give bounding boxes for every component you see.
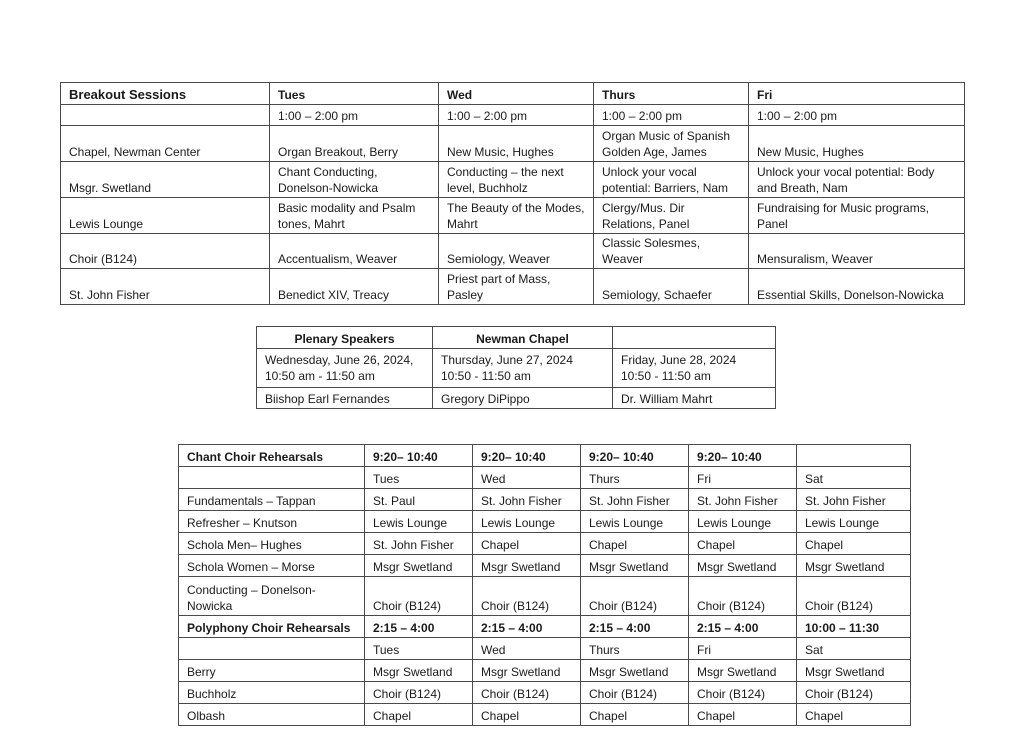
polyphony-time: 10:00 – 11:30 [797, 616, 911, 638]
plenary-header-row [257, 327, 776, 349]
polyphony-location: Msgr Swetland [473, 660, 581, 682]
chant-location: Lewis Lounge [473, 511, 581, 533]
polyphony-group: Buchholz [179, 682, 365, 704]
plenary-date: Thursday, June 27, 2024 [441, 353, 573, 367]
breakout-room: St. John Fisher [61, 269, 270, 305]
polyphony-location: Chapel [689, 704, 797, 726]
polyphony-group: Olbash [179, 704, 365, 726]
plenary-speaker: Biishop Earl Fernandes [257, 388, 433, 409]
chant-location: St. John Fisher [473, 489, 581, 511]
chant-location: Lewis Lounge [581, 511, 689, 533]
polyphony-day: Fri [689, 638, 797, 660]
breakout-session: Essential Skills, Donelson-Nowicka [749, 269, 965, 305]
plenary-speaker: Gregory DiPippo [433, 388, 613, 409]
chant-group: Fundamentals – Tappan [179, 489, 365, 511]
polyphony-row [179, 704, 911, 726]
polyphony-location: Chapel [365, 704, 473, 726]
breakout-day-wed: Wed [439, 83, 594, 105]
breakout-time-cell [61, 105, 270, 126]
breakout-session: Chant Conducting, Donelson-Nowicka [270, 162, 439, 198]
chant-day [179, 467, 365, 489]
chant-location: Choir (B124) [797, 577, 911, 616]
plenary-date-cell [257, 349, 433, 388]
plenary-venue: Newman Chapel [433, 327, 613, 349]
polyphony-day: Thurs [581, 638, 689, 660]
polyphony-location: Chapel [797, 704, 911, 726]
chant-location: Choir (B124) [689, 577, 797, 616]
chant-location: Chapel [581, 533, 689, 555]
polyphony-time: 2:15 – 4:00 [581, 616, 689, 638]
breakout-room: Lewis Lounge [61, 198, 270, 234]
plenary-time: 10:50 am - 11:50 am [265, 369, 375, 383]
chant-location: St. John Fisher [689, 489, 797, 511]
breakout-room: Msgr. Swetland [61, 162, 270, 198]
chant-time: 9:20– 10:40 [365, 445, 473, 467]
polyphony-day: Sat [797, 638, 911, 660]
breakout-session: New Music, Hughes [749, 126, 965, 162]
chant-day: Sat [797, 467, 911, 489]
breakout-time-cell: 1:00 – 2:00 pm [749, 105, 965, 126]
breakout-session: Conducting – the next level, Buchholz [439, 162, 594, 198]
chant-location: Msgr Swetland [365, 555, 473, 577]
chant-time: 9:20– 10:40 [581, 445, 689, 467]
polyphony-header-row [179, 616, 911, 638]
chant-group: Refresher – Knutson [179, 511, 365, 533]
polyphony-location: Msgr Swetland [689, 660, 797, 682]
chant-location: Msgr Swetland [581, 555, 689, 577]
breakout-session: Mensuralism, Weaver [749, 234, 965, 269]
breakout-time-cell: 1:00 – 2:00 pm [270, 105, 439, 126]
polyphony-location: Choir (B124) [689, 682, 797, 704]
chant-day: Wed [473, 467, 581, 489]
polyphony-day [179, 638, 365, 660]
breakout-row [61, 234, 965, 269]
chant-row [179, 489, 911, 511]
plenary-speakers-table [256, 326, 776, 409]
breakout-row [61, 198, 965, 234]
polyphony-days-row [179, 638, 911, 660]
chant-location: St. John Fisher [581, 489, 689, 511]
plenary-speaker: Dr. William Mahrt [613, 388, 776, 409]
polyphony-time: 2:15 – 4:00 [689, 616, 797, 638]
breakout-session: Semiology, Weaver [439, 234, 594, 269]
breakout-session: Priest part of Mass, Pasley [439, 269, 594, 305]
breakout-row [61, 162, 965, 198]
chant-location: Lewis Lounge [797, 511, 911, 533]
chant-time: 9:20– 10:40 [473, 445, 581, 467]
breakout-session: Benedict XIV, Treacy [270, 269, 439, 305]
breakout-header-row [61, 83, 965, 105]
chant-location: Lewis Lounge [689, 511, 797, 533]
breakout-session: Semiology, Schaefer [594, 269, 749, 305]
polyphony-location: Chapel [581, 704, 689, 726]
polyphony-day: Wed [473, 638, 581, 660]
plenary-time: 10:50 - 11:50 am [621, 369, 711, 383]
breakout-time-row [61, 105, 965, 126]
chant-row [179, 577, 911, 616]
chant-location: Chapel [797, 533, 911, 555]
chant-location: St. Paul [365, 489, 473, 511]
polyphony-title: Polyphony Choir Rehearsals [179, 616, 365, 638]
polyphony-location: Choir (B124) [365, 682, 473, 704]
chant-group: Schola Men– Hughes [179, 533, 365, 555]
breakout-day-thurs: Thurs [594, 83, 749, 105]
breakout-session: New Music, Hughes [439, 126, 594, 162]
breakout-room: Choir (B124) [61, 234, 270, 269]
breakout-room: Chapel, Newman Center [61, 126, 270, 162]
breakout-session: Organ Breakout, Berry [270, 126, 439, 162]
chant-header-row [179, 445, 911, 467]
chant-location: Choir (B124) [581, 577, 689, 616]
breakout-row [61, 269, 965, 305]
polyphony-row [179, 682, 911, 704]
plenary-date: Wednesday, June 26, 2024, [265, 353, 414, 367]
breakout-session: Basic modality and Psalm tones, Mahrt [270, 198, 439, 234]
chant-location: Choir (B124) [473, 577, 581, 616]
plenary-date-cell [433, 349, 613, 388]
chant-location: Msgr Swetland [797, 555, 911, 577]
chant-row [179, 533, 911, 555]
chant-location: Msgr Swetland [689, 555, 797, 577]
breakout-sessions-table [60, 82, 965, 305]
breakout-title: Breakout Sessions [61, 83, 270, 105]
plenary-time: 10:50 - 11:50 am [441, 369, 531, 383]
polyphony-day: Tues [365, 638, 473, 660]
chant-days-row [179, 467, 911, 489]
chant-day: Fri [689, 467, 797, 489]
chant-location: St. John Fisher [797, 489, 911, 511]
plenary-date-row [257, 349, 776, 388]
chant-location: Lewis Lounge [365, 511, 473, 533]
chant-title: Chant Choir Rehearsals [179, 445, 365, 467]
plenary-date: Friday, June 28, 2024 [621, 353, 737, 367]
rehearsals-table [178, 444, 911, 726]
breakout-session: Clergy/Mus. Dir Relations, Panel [594, 198, 749, 234]
chant-row [179, 555, 911, 577]
breakout-session: Organ Music of Spanish Golden Age, James [594, 126, 749, 162]
breakout-session: Accentualism, Weaver [270, 234, 439, 269]
chant-group: Conducting – Donelson-Nowicka [179, 577, 365, 616]
breakout-session: Classic Solesmes, Weaver [594, 234, 749, 269]
polyphony-location: Msgr Swetland [365, 660, 473, 682]
polyphony-location: Chapel [473, 704, 581, 726]
plenary-title: Plenary Speakers [257, 327, 433, 349]
polyphony-group: Berry [179, 660, 365, 682]
polyphony-location: Choir (B124) [473, 682, 581, 704]
polyphony-location: Msgr Swetland [797, 660, 911, 682]
chant-location: Chapel [689, 533, 797, 555]
plenary-date-cell [613, 349, 776, 388]
chant-location: Msgr Swetland [473, 555, 581, 577]
breakout-session: Fundraising for Music programs, Panel [749, 198, 965, 234]
chant-row [179, 511, 911, 533]
breakout-time-cell: 1:00 – 2:00 pm [594, 105, 749, 126]
breakout-session: Unlock your vocal potential: Barriers, Nam [594, 162, 749, 198]
chant-time: 9:20– 10:40 [689, 445, 797, 467]
chant-location: Chapel [473, 533, 581, 555]
chant-day: Thurs [581, 467, 689, 489]
polyphony-time: 2:15 – 4:00 [365, 616, 473, 638]
breakout-session: The Beauty of the Modes, Mahrt [439, 198, 594, 234]
chant-location: St. John Fisher [365, 533, 473, 555]
polyphony-location: Msgr Swetland [581, 660, 689, 682]
polyphony-location: Choir (B124) [581, 682, 689, 704]
polyphony-row [179, 660, 911, 682]
chant-location: Choir (B124) [365, 577, 473, 616]
breakout-session: Unlock your vocal potential: Body and Breath, Nam [749, 162, 965, 198]
chant-day: Tues [365, 467, 473, 489]
breakout-day-fri: Fri [749, 83, 965, 105]
chant-group: Schola Women – Morse [179, 555, 365, 577]
plenary-speaker-row [257, 388, 776, 409]
polyphony-location: Choir (B124) [797, 682, 911, 704]
chant-time [797, 445, 911, 467]
breakout-time-cell: 1:00 – 2:00 pm [439, 105, 594, 126]
polyphony-time: 2:15 – 4:00 [473, 616, 581, 638]
breakout-row [61, 126, 965, 162]
plenary-header-blank [613, 327, 776, 349]
breakout-day-tues: Tues [270, 83, 439, 105]
